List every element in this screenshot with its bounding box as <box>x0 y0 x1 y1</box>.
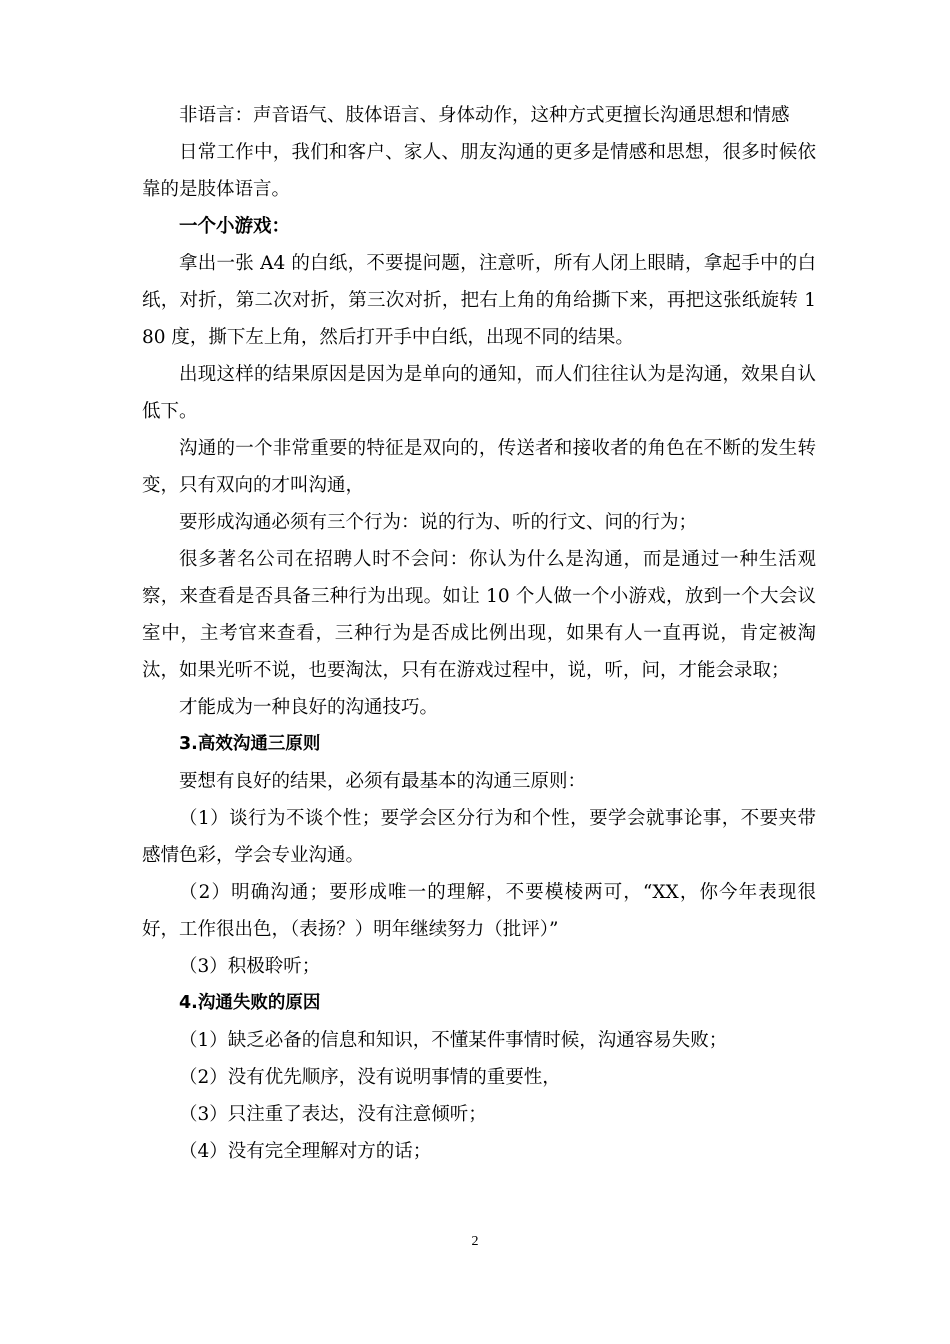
paragraph-game-result: 出现这样的结果原因是因为是单向的通知，而人们往往认为是沟通，效果自认低下。 <box>142 364 816 422</box>
list-item-principle-2: （2）明确沟通；要形成唯一的理解，不要模棱两可，“XX，你今年表现很好，工作很出色，（表扬？）明年继续努力（批评）” <box>142 882 816 940</box>
paragraph-game-instructions: 拿出一张 A4 的白纸，不要提问题，注意听，所有人闭上眼睛，拿起手中的白纸，对折，第二次对折，第三次对折，把右上角的角给撕下来，再把这张纸旋转 180 度，撕下左上角，然后打开手中白纸，出现不同的结果。 <box>142 253 816 348</box>
list-item-principle-1: （1）谈行为不谈个性；要学会区分行为和个性，要学会就事论事，不要夹带感情色彩，学会专业沟通。 <box>142 808 816 866</box>
list-item-failure-3: （3）只注重了表达，没有注意倾听； <box>179 1104 487 1125</box>
paragraph-good-skill: 才能成为一种良好的沟通技巧。 <box>179 697 439 718</box>
paragraph-hiring: 很多著名公司在招聘人时不会问：你认为什么是沟通，而是通过一种生活观察，来查看是否具备三种行为出现。如让 10 个人做一个小游戏，放到一个大会议室中，主考官来查看，三种行为是否成比例出现，如果有人一直再说，肯定被淘汰，如果光听不说，也要淘汰，只有在游戏过程中，说，听，问，才能会录取； <box>142 549 816 681</box>
heading-section-3: 3.高效沟通三原则 <box>179 734 321 754</box>
document-body <box>142 97 816 1170</box>
heading-small-game: 一个小游戏： <box>179 216 291 237</box>
list-item-principle-3: （3）积极聆听； <box>179 956 321 977</box>
paragraph-three-behaviors: 要形成沟通必须有三个行为：说的行为、听的行文、问的行为； <box>179 512 698 533</box>
page-number: 2 <box>471 1234 479 1249</box>
list-item-failure-1: （1）缺乏必备的信息和知识，不懂某件事情时候，沟通容易失败； <box>179 1030 728 1051</box>
paragraph-nonverbal: 非语言：声音语气、肢体语言、身体动作，这种方式更擅长沟通思想和情感 <box>179 105 790 126</box>
list-item-failure-4: （4）没有完全理解对方的话； <box>179 1141 432 1162</box>
list-item-failure-2: （2）没有优先顺序，没有说明事情的重要性， <box>179 1067 561 1088</box>
paragraph-section-3-intro: 要想有良好的结果，必须有最基本的沟通三原则： <box>179 771 587 792</box>
paragraph-daily-work: 日常工作中，我们和客户、家人、朋友沟通的更多是情感和思想，很多时候依靠的是肢体语言。 <box>142 142 816 200</box>
heading-section-4: 4.沟通失败的原因 <box>179 993 321 1013</box>
paragraph-two-way: 沟通的一个非常重要的特征是双向的，传送者和接收者的角色在不断的发生转变，只有双向的才叫沟通， <box>142 438 816 496</box>
